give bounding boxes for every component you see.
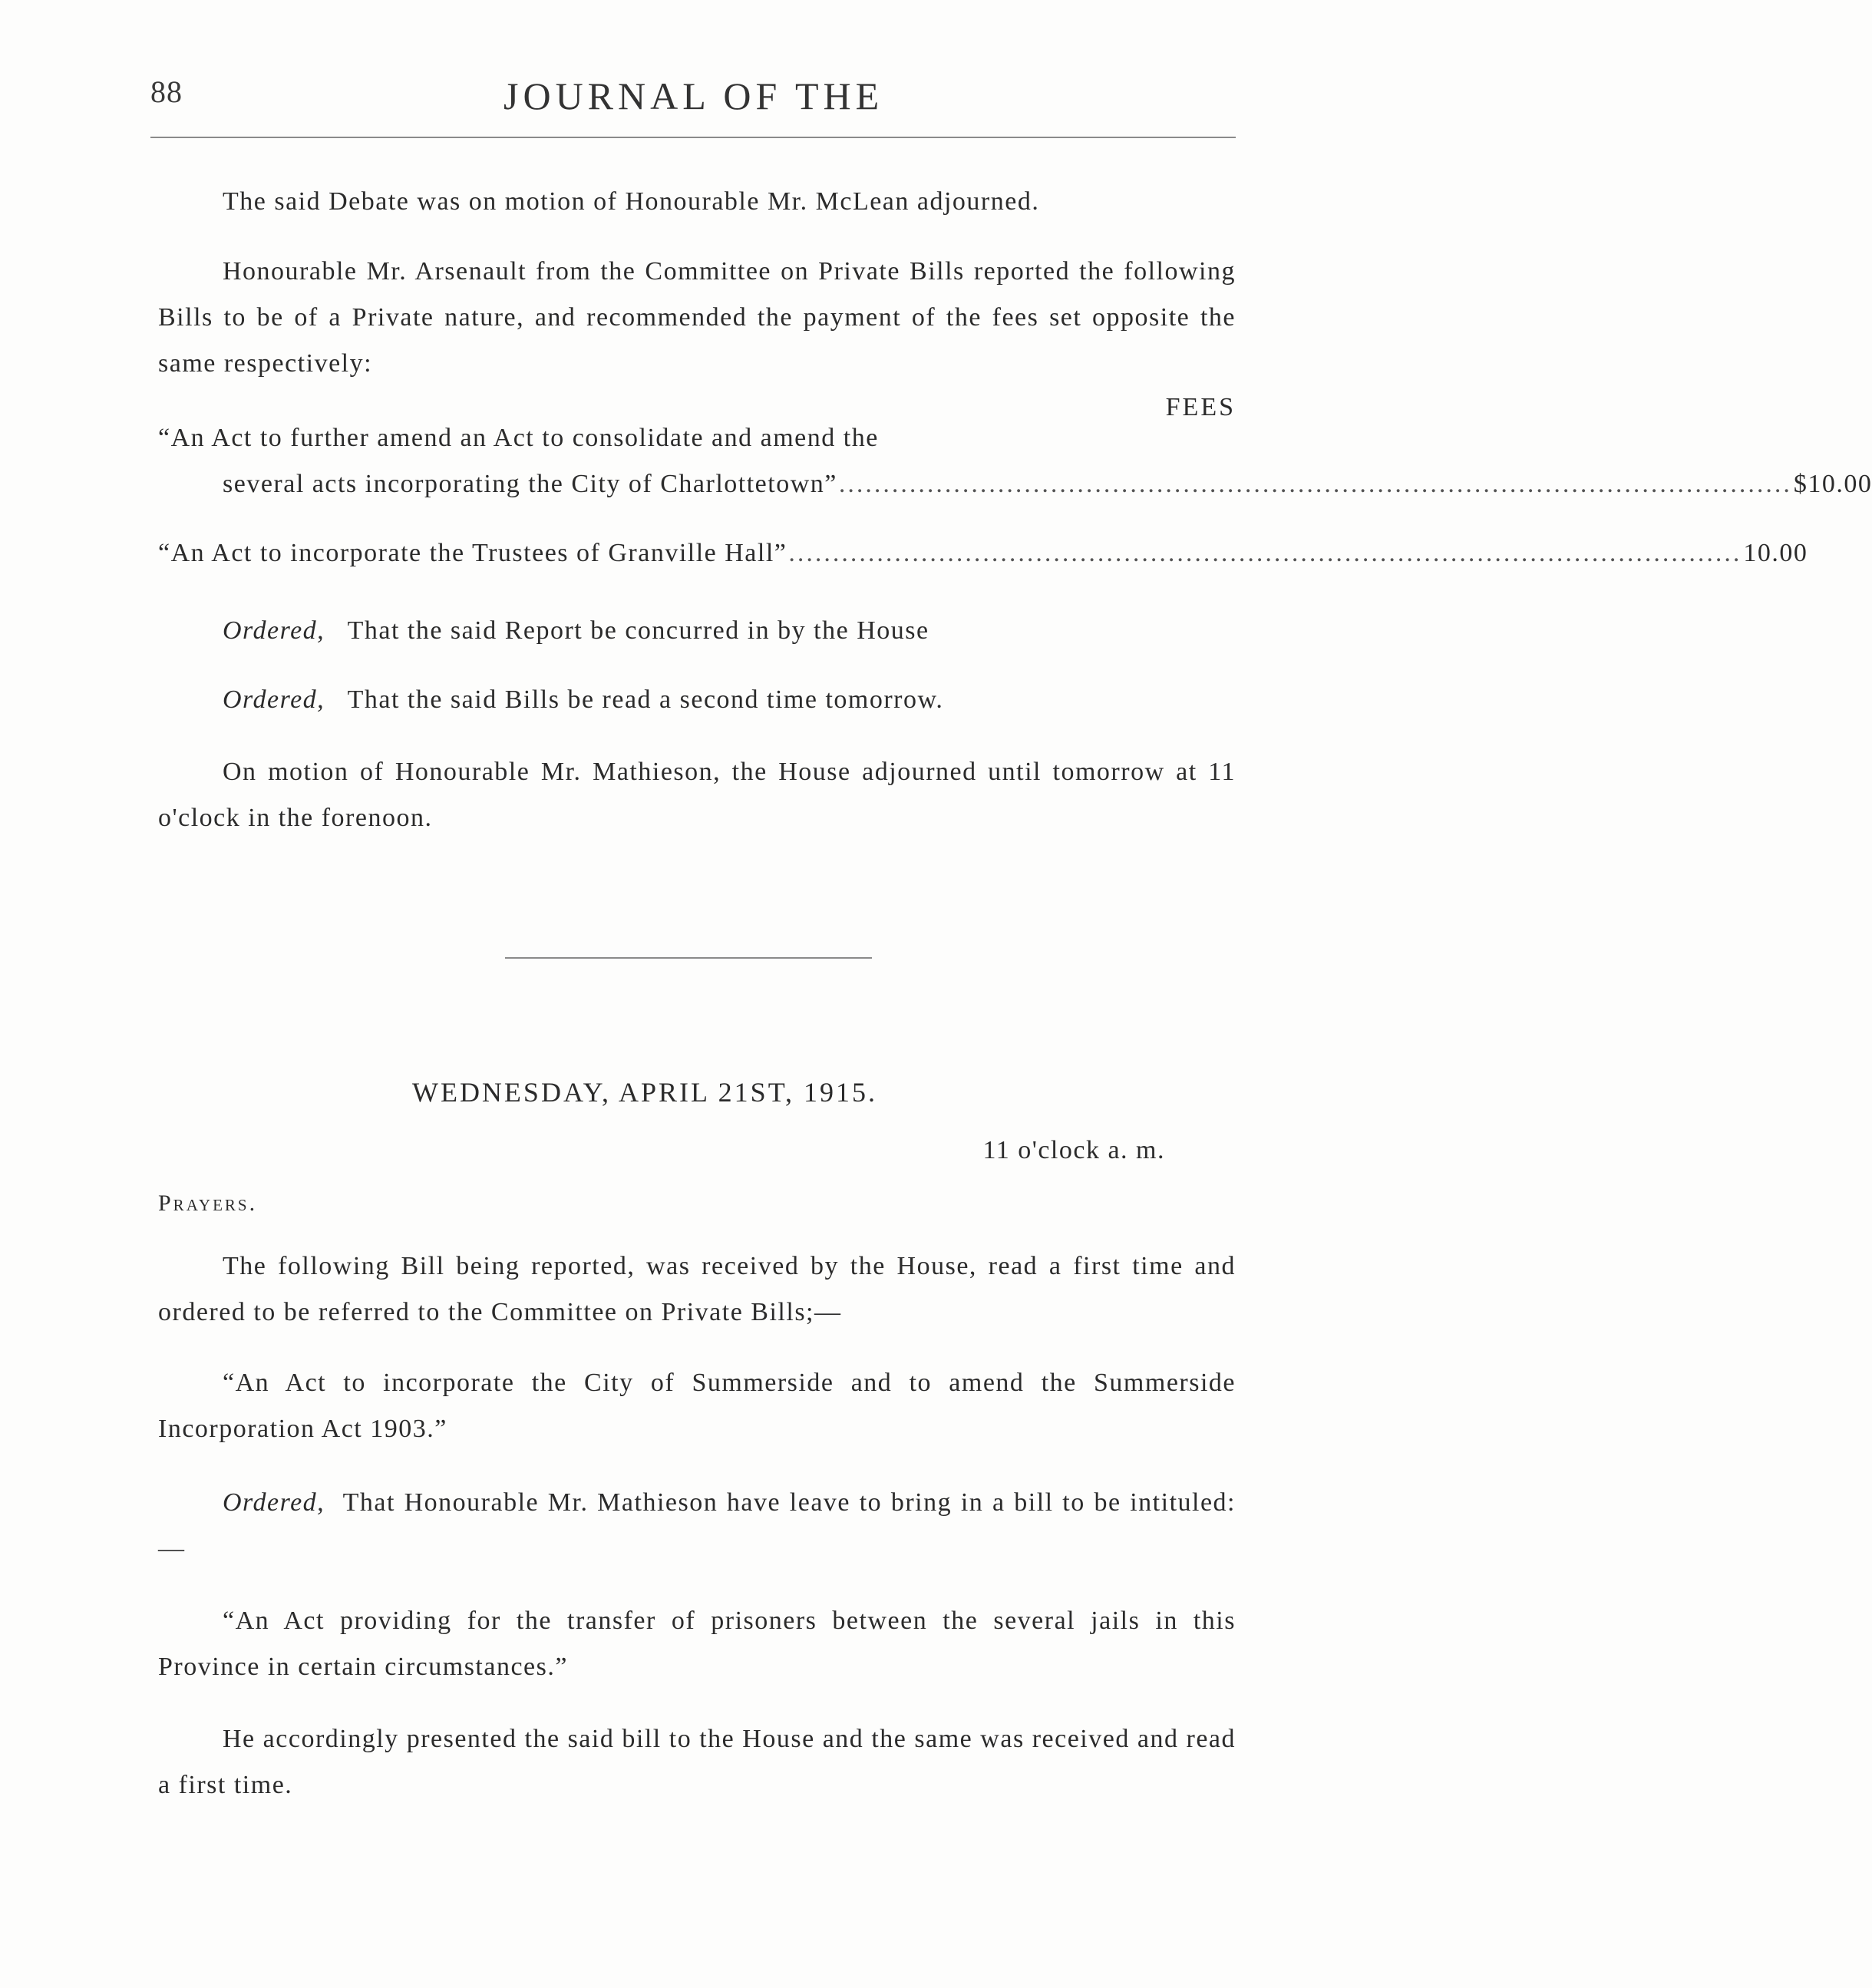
ordered-text: That the said Bills be read a second time tomorrow. (347, 685, 944, 714)
ordered-text: That the said Report be concurred in by the House (347, 616, 929, 645)
session-time: 11 o'clock a. m. (982, 1136, 1165, 1164)
bill-1-line-2 (223, 470, 1872, 499)
bill-presented-paragraph: He accordingly presented the said bill to the House and the same was received and read a first time. (158, 1725, 1236, 1799)
ordered-label: Ordered, (223, 685, 325, 714)
adjournment-paragraph: On motion of Honourable Mr. Mathieson, the House adjourned until tomorrow at 11 o'clock in the forenoon. (158, 758, 1236, 832)
bill-received-paragraph: The following Bill being reported, was received by the House, read a first time and ordered to be referred to the Committee on Private Bills;— (158, 1252, 1236, 1326)
bill-1-title-line-1: “An Act to further amend an Act to consolidate and amend the (158, 424, 879, 452)
session-date: WEDNESDAY, APRIL 21ST, 1915. (411, 1077, 878, 1108)
ordered-text: That Honourable Mr. Mathieson have leave to bring in a bill to be intituled:— (158, 1488, 1236, 1563)
summerside-bill-title: “An Act to incorporate the City of Summerside and to amend the Summerside Incorporation Act 1903.” (158, 1369, 1236, 1443)
ordered-second-reading (223, 677, 1236, 723)
fees-heading: FEES (1165, 393, 1236, 421)
running-title: JOURNAL OF THE (503, 74, 884, 117)
bill-1-line-1 (158, 424, 1236, 453)
section-divider (505, 957, 872, 959)
bill-2-title: “An Act to incorporate the Trustees of Granville Hall” (158, 539, 787, 567)
bill-1-title-line-2: several acts incorporating the City of Charlottetown” (223, 470, 837, 498)
ordered-label: Ordered, (223, 616, 325, 645)
bill-2-line (158, 539, 1808, 568)
ordered-label: Ordered, (223, 1488, 325, 1517)
ordered-report-concurred (223, 608, 1236, 654)
header-rule (150, 137, 1236, 138)
committee-report-paragraph: Honourable Mr. Arsenault from the Committee on Private Bills reported the following Bills to be of a Private nature, and recommended the payment of the fees set opposite the same respectively: (158, 257, 1236, 378)
leader-dots: ............................................................................................................ (788, 539, 1742, 567)
ordered-leave-paragraph (158, 1480, 1236, 1572)
bill-1-fee: $10.00 (1793, 470, 1872, 498)
page-number: 88 (150, 74, 183, 109)
prisoners-bill-title: “An Act providing for the transfer of prisoners between the several jails in this Province in certain circumstances.” (158, 1607, 1236, 1681)
debate-adjourned-paragraph: The said Debate was on motion of Honourable Mr. McLean adjourned. (223, 187, 1040, 216)
leader-dots: ............................................................................................................ (838, 470, 1792, 498)
prayers-heading: Prayers. (158, 1190, 258, 1216)
bill-2-fee: 10.00 (1743, 539, 1808, 567)
